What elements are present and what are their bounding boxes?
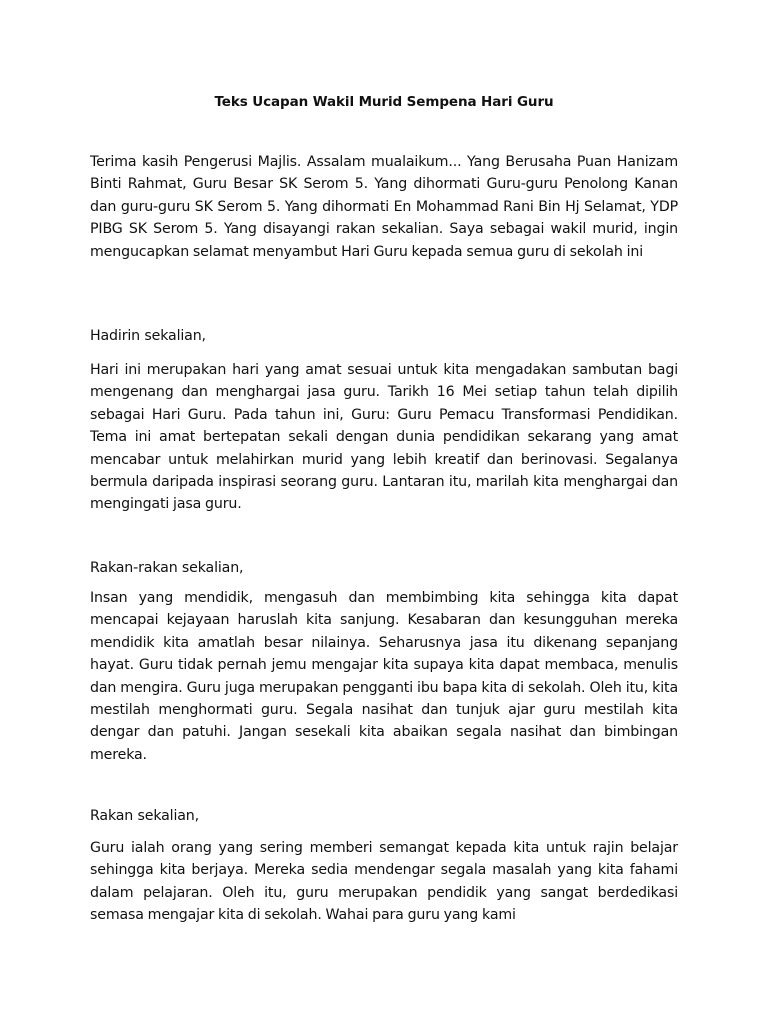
document-title: Teks Ucapan Wakil Murid Sempena Hari Guru bbox=[214, 94, 554, 110]
salutation-rakan: Rakan sekalian, bbox=[90, 808, 200, 824]
paragraph-semangat: Guru ialah orang yang sering memberi semangat kepada kita untuk rajin belajar sehingga kita berjaya. Mereka sedia mendengar segala masalah yang kita fahami dalam pelajaran. Oleh itu, guru merupakan pendidik yang sangat berdedikasi semasa mengajar kita di sekolah. Wahai para guru yang kami bbox=[90, 840, 678, 924]
paragraph-jasa-guru: Insan yang mendidik, mengasuh dan membimbing kita sehingga kita dapat mencapai kejayaan haruslah kita sanjung. Kesabaran dan kesungguhan mereka mendidik kita amatlah besar nilainya. Seharusnya jasa itu dikenang sepanjang hayat. Guru tidak pernah jemu mengajar kita supaya kita dapat membaca, menulis dan mengira. Guru juga merupakan pengganti ibu bapa kita di sekolah. Oleh itu, kita mestilah menghormati guru. Segala nasihat dan tunjuk ajar guru mestilah kita dengar dan patuhi. Jangan sesekali kita abaikan segala nasihat dan bimbingan mereka. bbox=[90, 590, 678, 763]
paragraph-opening: Terima kasih Pengerusi Majlis. Assalam mualaikum... Yang Berusaha Puan Hanizam Binti Rahmat, Guru Besar SK Serom 5. Yang dihormati Guru-guru Penolong Kanan dan guru-guru SK Serom 5. Yang dihormati En Mohammad Rani Bin Hj Selamat, YDP PIBG SK Serom 5. Yang disayangi rakan sekalian. Saya sebagai wakil murid, ingin mengucapkan selamat menyambut Hari Guru kepada semua guru di sekolah ini bbox=[90, 154, 678, 260]
paragraph-hari-guru: Hari ini merupakan hari yang amat sesuai untuk kita mengadakan sambutan bagi mengenang dan menghargai jasa guru. Tarikh 16 Mei setiap tahun telah dipilih sebagai Hari Guru. Pada tahun ini, Guru: Guru Pemacu Transformasi Pendidikan. Tema ini amat bertepatan sekali dengan dunia pendidikan sekarang yang amat mencabar untuk melahirkan murid yang lebih kreatif dan berinovasi. Segalanya bermula daripada inspirasi seorang guru. Lantaran itu, marilah kita menghargai dan mengingati jasa guru. bbox=[90, 362, 678, 513]
salutation-hadirin: Hadirin sekalian, bbox=[90, 328, 206, 344]
salutation-rakan-rakan: Rakan-rakan sekalian, bbox=[90, 560, 244, 576]
